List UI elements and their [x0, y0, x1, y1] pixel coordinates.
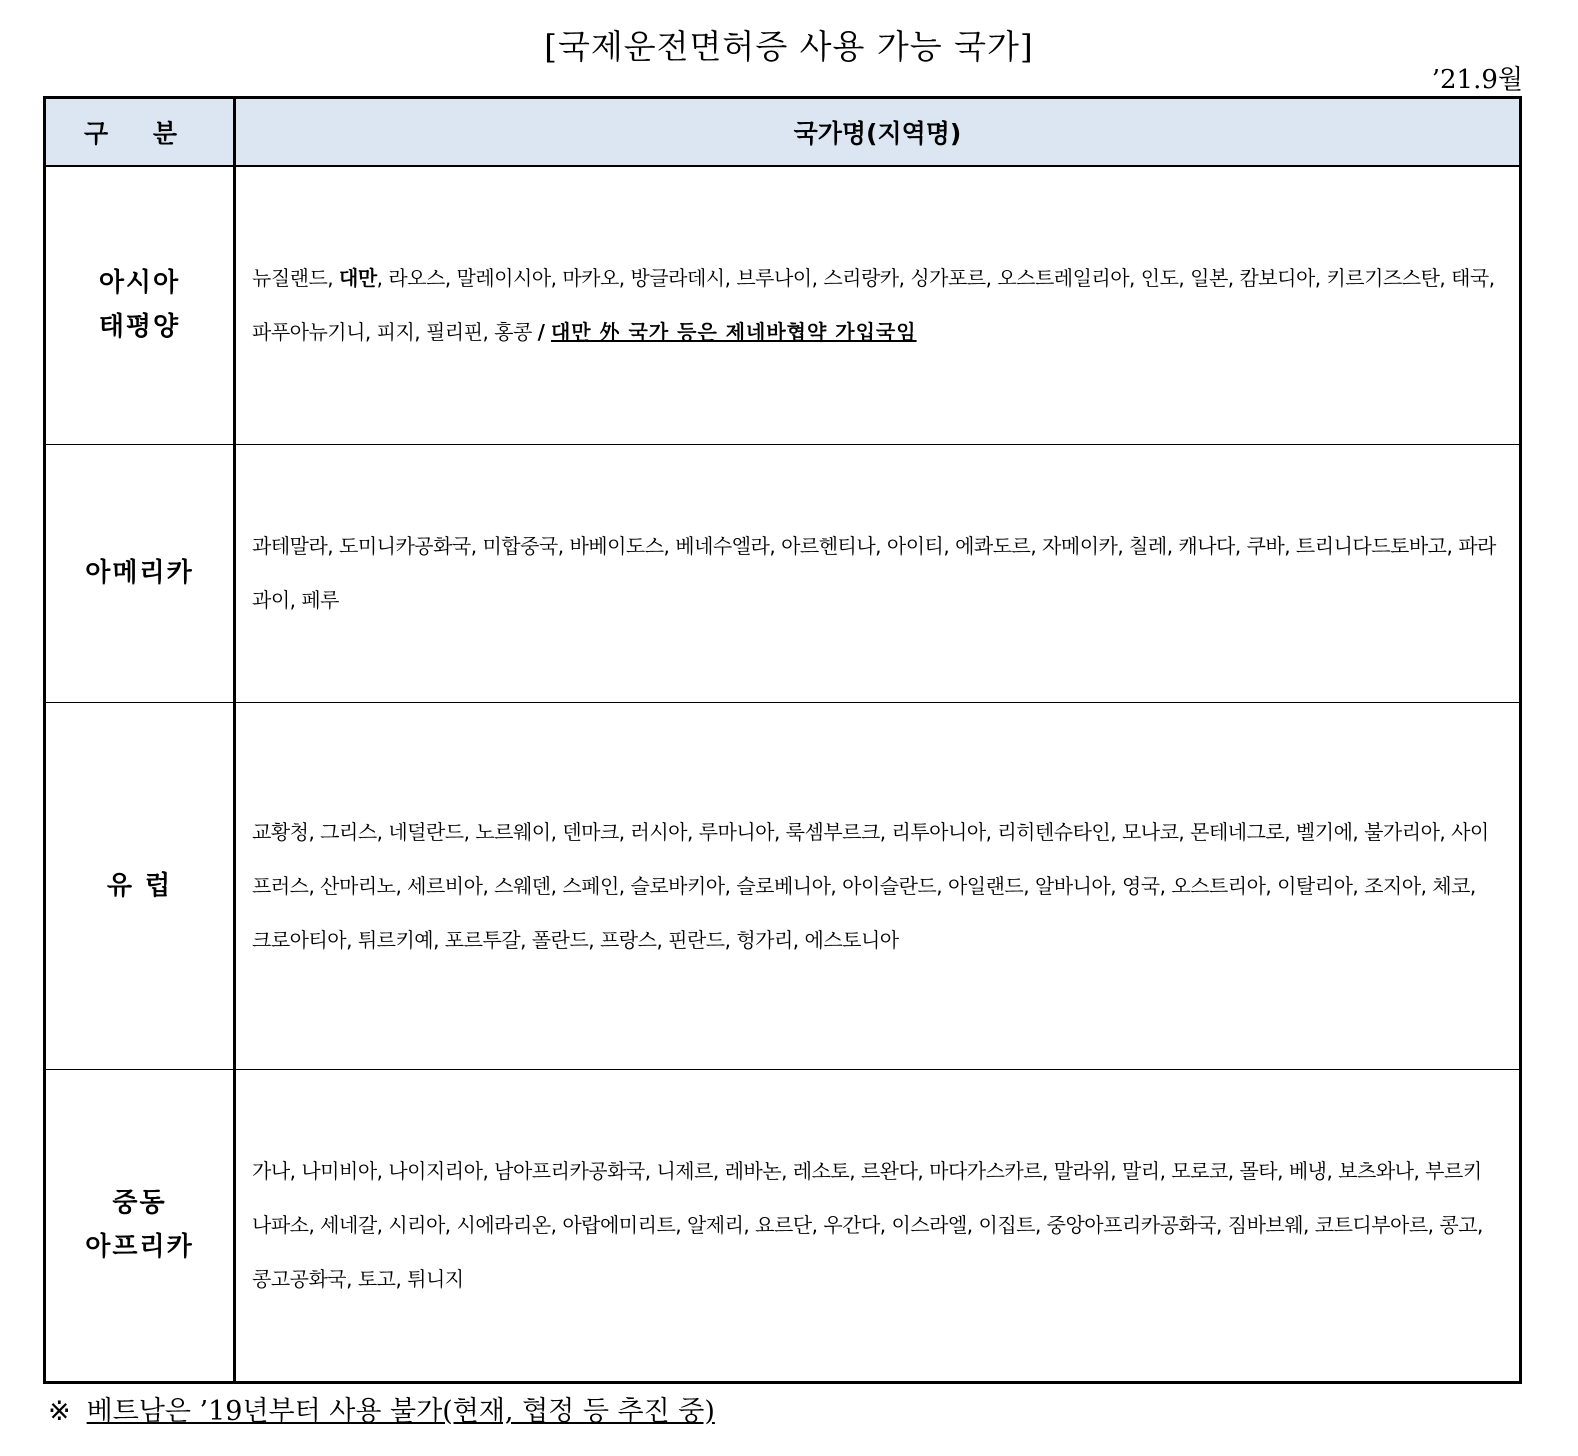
header-countries: 국가명(지역명) [235, 98, 1521, 167]
country-table [43, 96, 1522, 1384]
countries-asia-pacific: 뉴질랜드, 대만, 라오스, 말레이시아, 마카오, 방글라데시, 브루나이, 스리랑카, 싱가포르, 오스트레일리아, 인도, 일본, 캄보디아, 키르기즈스탄, 태국, 파푸아뉴기니, 피지, 필리핀, 홍콩 / 대만 外 국가 등은 제네바협약 가입국임 [235, 166, 1521, 444]
header-category: 구 분 [45, 98, 235, 167]
reference-mark: ※ [48, 1396, 71, 1427]
geneva-note: 대만 外 국가 등은 제네바협약 가입국임 [550, 320, 917, 345]
category-americas: 아메리카 [45, 444, 235, 702]
category-asia-pacific: 아시아 태평양 [45, 166, 235, 444]
table-row [45, 444, 1521, 702]
countries-europe: 교황청, 그리스, 네덜란드, 노르웨이, 덴마크, 러시아, 루마니아, 룩셈부르크, 리투아니아, 리히텐슈타인, 모나코, 몬테네그로, 벨기에, 불가리아, 사이프러스, 산마리노, 세르비아, 스웨덴, 스페인, 슬로바키아, 슬로베니아, 아이슬란드, 아일랜드, 알바니아, 영국, 오스트리아, 이탈리아, 조지아, 체코, 크로아티아, 튀르키예, 포르투갈, 폴란드, 프랑스, 핀란드, 헝가리, 에스토니아 [235, 702, 1521, 1069]
footnote [48, 1392, 715, 1432]
footnote-text: 베트남은 ’19년부터 사용 불가(현재, 협정 등 추진 중) [86, 1396, 715, 1427]
table-header-row [45, 98, 1521, 167]
table-row [45, 1069, 1521, 1382]
category-europe: 유 럽 [45, 702, 235, 1069]
document-date: ’21.9월 [1431, 65, 1523, 95]
category-middle-east-africa: 중동 아프리카 [45, 1069, 235, 1382]
countries-americas: 과테말라, 도미니카공화국, 미합중국, 바베이도스, 베네수엘라, 아르헨티나, 아이티, 에콰도르, 자메이카, 칠레, 캐나다, 쿠바, 트리니다드토바고, 파라과이, 페루 [235, 444, 1521, 702]
table-row [45, 702, 1521, 1069]
document-title: [국제운전면허증 사용 가능 국가] [544, 27, 1034, 66]
table-row [45, 166, 1521, 444]
countries-middle-east-africa: 가나, 나미비아, 나이지리아, 남아프리카공화국, 니제르, 레바논, 레소토, 르완다, 마다가스카르, 말라위, 말리, 모로코, 몰타, 베냉, 보츠와나, 부르키나파소, 세네갈, 시리아, 시에라리온, 아랍에미리트, 알제리, 요르단, 우간다, 이스라엘, 이집트, 중앙아프리카공화국, 짐바브웨, 코트디부아르, 콩고, 콩고공화국, 토고, 튀니지 [235, 1069, 1521, 1382]
